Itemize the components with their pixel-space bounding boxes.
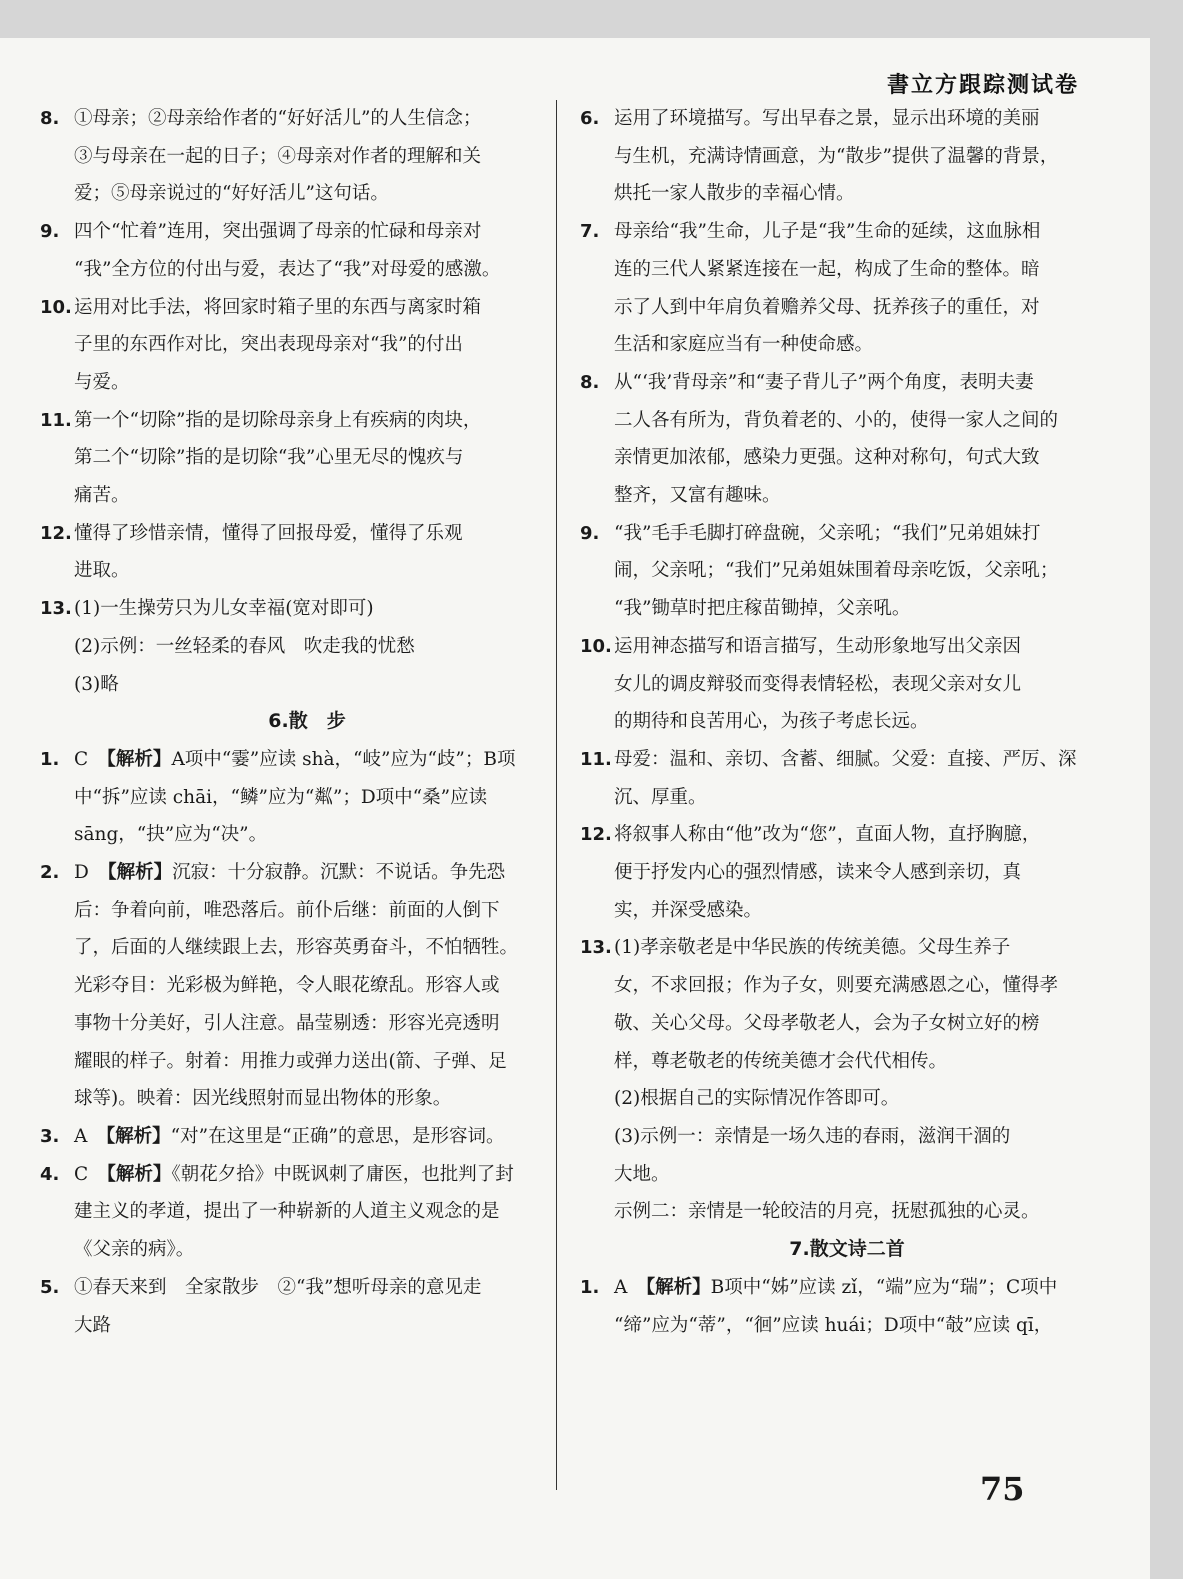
answer-line: 示例二：亲情是一轮皎洁的月亮，抚慰孤独的心灵。 — [614, 1201, 1040, 1223]
answer-number: 1. — [40, 748, 60, 770]
section-6-title: 6.散 步 — [268, 710, 346, 733]
answer-number: 4. — [40, 1163, 60, 1185]
answer-number: 6. — [580, 108, 600, 129]
answer-line: 母亲给“我”生命，儿子是“我”生命的延续，这血脉相 — [614, 221, 1041, 243]
answer-line: 运用神态描写和语言描写，生动形象地写出父亲因 — [614, 635, 1022, 657]
answer-line: 沉、厚重。 — [614, 786, 707, 808]
answer-choice: C — [74, 748, 89, 770]
answer-number: 11. — [40, 409, 72, 431]
answer-number: 1. — [580, 1276, 600, 1298]
answer-line: 第二个“切除”指的是切除“我”心里无尽的愧疚与 — [74, 447, 464, 469]
answer-text: “对”在这里是“正确”的意思，是形容词。 — [170, 1125, 505, 1147]
answer-line: 女儿的调皮辩驳而变得表情轻松，表现父亲对女儿 — [614, 673, 1022, 695]
answer-line: “缔”应为“蒂”，“徊”应读 huái；D项中“攲”应读 qī， — [614, 1314, 1053, 1336]
column-divider — [556, 100, 557, 1490]
answer-first-line — [74, 1118, 540, 1156]
answer-line: 样，尊老敬老的传统美德才会代代相传。 — [614, 1050, 948, 1072]
answer-line: (3)示例一：亲情是一场久违的春雨，滋润干涸的 — [614, 1125, 1011, 1147]
answer-line: 母爱：温和、亲切、含蓄、细腻。父爱：直接、严厉、深 — [614, 748, 1077, 770]
answer-choice: A — [614, 1276, 628, 1298]
answer-line: “我”锄草时把庄稼苗锄掉，父亲吼。 — [614, 598, 911, 620]
answer-line: (2)示例：一丝轻柔的春风 吹走我的忧愁 — [74, 635, 415, 657]
answer-number: 13. — [40, 598, 72, 620]
answer-line: 进取。 — [74, 560, 130, 582]
answer-choice: C — [74, 1163, 89, 1185]
answer-first-line — [74, 741, 540, 779]
answer-line: 的期待和良苦用心，为孩子考虑长远。 — [614, 711, 929, 733]
answer-line: 从“‘我’背母亲”和“妻子背儿子”两个角度，表明夫妻 — [614, 371, 1034, 393]
answer-item — [40, 1118, 540, 1156]
answer-line: 光彩夺目：光彩极为鲜艳，令人眼花缭乱。形容人或 — [74, 975, 500, 997]
answer-line: 生活和家庭应当有一种使命感。 — [614, 334, 874, 356]
answer-text: 沉寂：十分寂静。沉默：不说话。争先恐 — [172, 862, 506, 884]
answer-line: 耀眼的样子。射着：用推力或弹力送出(箭、子弹、足 — [74, 1050, 507, 1072]
page-number: 75 — [980, 1470, 1025, 1508]
answer-line: 子里的东西作对比，突出表现母亲对“我”的付出 — [74, 334, 463, 356]
answer-first-line — [74, 1156, 540, 1194]
answer-number: 5. — [40, 1276, 60, 1298]
right-column — [580, 100, 1080, 1344]
answer-item — [40, 289, 540, 402]
answer-line: 运用了环境描写。写出早春之景，显示出环境的美丽 — [614, 108, 1040, 129]
answer-item — [40, 100, 540, 213]
answer-item — [580, 364, 1080, 515]
answer-line: 闹，父亲吼；“我们”兄弟姐妹围着母亲吃饭，父亲吼； — [614, 560, 1059, 582]
answer-line: 示了人到中年肩负着赡养父母、抚养孩子的重任，对 — [614, 296, 1040, 318]
answer-text: A项中“霎”应读 shà，“岐”应为“歧”；B项 — [171, 748, 516, 770]
answer-line: 事物十分美好，引人注意。晶莹剔透：形容光亮透明 — [74, 1012, 500, 1034]
answer-line: 二人各有所为，背负着老的、小的，使得一家人之间的 — [614, 409, 1059, 431]
answer-line: (2)根据自己的实际情况作答即可。 — [614, 1088, 900, 1110]
answer-choice: D — [74, 862, 89, 884]
explanation-tag: 【解析】 — [106, 1163, 172, 1185]
answer-line: 四个“忙着”连用，突出强调了母亲的忙碌和母亲对 — [74, 221, 482, 243]
answer-item — [580, 628, 1080, 741]
explanation-tag: 【解析】 — [106, 748, 172, 770]
answer-item — [40, 213, 540, 288]
answer-text: B项中“姊”应读 zǐ，“端”应为“瑞”；C项中 — [710, 1276, 1058, 1298]
answer-line: 亲情更加浓郁，感染力更强。这种对称句，句式大致 — [614, 447, 1040, 469]
answer-line: “我”毛手毛脚打碎盘碗，父亲吼；“我们”兄弟姐妹打 — [614, 522, 1041, 544]
answer-number: 8. — [580, 371, 600, 393]
answer-line: ③与母亲在一起的日子；④母亲对作者的理解和关 — [74, 145, 482, 167]
answer-line: 实，并深受感染。 — [614, 899, 763, 921]
answer-line: 便于抒发内心的强烈情感，读来令人感到亲切，真 — [614, 862, 1022, 884]
book-header-title: 書立方跟踪测试卷 — [886, 73, 1079, 98]
answer-item — [40, 1269, 540, 1344]
answer-line: (1)孝亲敬老是中华民族的传统美德。父母生养子 — [614, 937, 1011, 959]
answer-line: ①母亲；②母亲给作者的“好好活儿”的人生信念； — [74, 108, 482, 129]
answer-line: 敬、关心父母。父母孝敬老人，会为子女树立好的榜 — [614, 1012, 1040, 1034]
answer-item — [580, 741, 1080, 816]
answer-number: 13. — [580, 937, 612, 959]
answer-item — [40, 1156, 540, 1269]
answer-number: 2. — [40, 862, 60, 884]
answer-line: sāng，“抉”应为“决”。 — [74, 824, 268, 846]
answer-line: 大路 — [74, 1314, 112, 1336]
answer-item — [580, 100, 1080, 213]
answer-line: (1)一生操劳只为儿女幸福(宽对即可) — [74, 598, 374, 620]
answer-item — [580, 515, 1080, 628]
answer-line: 建主义的孝道，提出了一种崭新的人道主义观念的是 — [74, 1201, 500, 1223]
answer-number: 9. — [580, 522, 600, 544]
answer-line: 烘托一家人散步的幸福心情。 — [614, 183, 855, 205]
explanation-tag: 【解析】 — [107, 862, 173, 884]
answer-line: 懂得了珍惜亲情，懂得了回报母爱，懂得了乐观 — [74, 522, 463, 544]
answer-line: 整齐，又富有趣味。 — [614, 485, 781, 507]
left-column — [40, 100, 540, 1344]
answer-number: 8. — [40, 108, 60, 129]
answer-line: “我”全方位的付出与爱，表达了“我”对母爱的感激。 — [74, 258, 501, 280]
answer-item — [580, 1269, 1080, 1344]
answer-number: 11. — [580, 748, 612, 770]
answer-item — [40, 741, 540, 854]
answer-line: 球等)。映着：因光线照射而显出物体的形象。 — [74, 1088, 452, 1110]
answer-first-line — [614, 1269, 1080, 1307]
answer-first-line — [74, 1269, 540, 1307]
answer-line: 大地。 — [614, 1163, 670, 1185]
answer-first-line — [74, 854, 540, 892]
answer-line: 运用对比手法，将回家时箱子里的东西与离家时箱 — [74, 296, 482, 318]
answer-choice: A — [74, 1125, 88, 1147]
answer-item — [580, 213, 1080, 364]
answer-line: 连的三代人紧紧连接在一起，构成了生命的整体。暗 — [614, 258, 1040, 280]
answer-line: 女，不求回报；作为子女，则要充满感恩之心，懂得孝 — [614, 975, 1059, 997]
answer-number: 12. — [40, 522, 72, 544]
answer-line: (3)略 — [74, 673, 119, 695]
answer-line: 后：争着向前，唯恐落后。前仆后继：前面的人倒下 — [74, 899, 500, 921]
answer-line: 《父亲的病》。 — [74, 1239, 195, 1261]
answer-number: 7. — [580, 221, 600, 243]
answer-number: 10. — [40, 296, 72, 318]
answer-line: 与爱。 — [74, 371, 130, 393]
answer-line: 爱；⑤母亲说过的“好好活儿”这句话。 — [74, 183, 389, 205]
answer-number: 9. — [40, 221, 60, 243]
answer-item — [40, 590, 540, 703]
answer-line: 与生机，充满诗情画意，为“散步”提供了温馨的背景， — [614, 145, 1059, 167]
answer-item — [580, 929, 1080, 1231]
answer-text: 《朝花夕拾》中既讽刺了庸医，也批判了封 — [171, 1163, 514, 1185]
explanation-tag: 【解析】 — [105, 1125, 171, 1147]
section-7-title: 7.散文诗二首 — [789, 1238, 905, 1261]
explanation-tag: 【解析】 — [645, 1276, 711, 1298]
answer-line: 将叙事人称由“他”改为“您”，直面人物，直抒胸臆， — [614, 824, 1041, 846]
answer-item — [580, 816, 1080, 929]
answer-line: 了，后面的人继续跟上去，形容英勇奋斗，不怕牺牲。 — [74, 937, 519, 959]
answer-line: 第一个“切除”指的是切除母亲身上有疾病的肉块， — [74, 409, 482, 431]
answer-item — [40, 854, 540, 1118]
answer-number: 3. — [40, 1125, 60, 1147]
answer-line: 中“拆”应读 chāi，“鳞”应为“粼”；D项中“桑”应读 — [74, 786, 488, 808]
answer-line: 痛苦。 — [74, 485, 130, 507]
answer-text: ①春天来到 全家散步 ②“我”想听母亲的意见走 — [74, 1276, 482, 1298]
answer-number: 10. — [580, 635, 612, 657]
answer-number: 12. — [580, 824, 612, 846]
answer-item — [40, 515, 540, 590]
answer-item — [40, 402, 540, 515]
